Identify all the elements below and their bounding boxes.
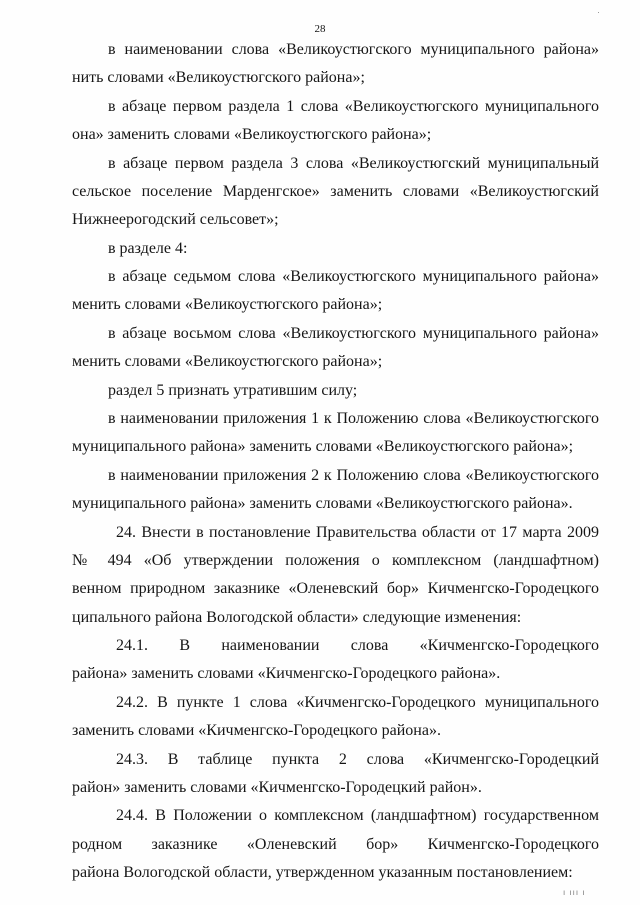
text-line: 24.3. В таблице пункта 2 слова «Кичменгско-Городецкий: [116, 751, 599, 768]
text-line: в абзаце восьмом слова «Великоустюгского муниципального района»: [108, 325, 599, 342]
text-line: раздел 5 признать утратившим силу;: [108, 382, 358, 399]
text-line: в абзаце седьмом слова «Великоустюгского муниципального района»: [108, 268, 599, 285]
text-line: муниципального района» заменить словами «Великоустюгского района»;: [72, 438, 574, 455]
text-line: в абзаце первом раздела 3 слова «Великоустюгский муниципальный: [108, 155, 599, 172]
text-line: сельское поселение Марденгское» заменить словами «Великоустюгский: [72, 183, 599, 200]
text-line: ципального района Вологодской области» следующие изменения:: [72, 609, 522, 626]
text-line: венном природном заказнике «Оленевский бор» Кичменгско-Городецкого: [72, 580, 599, 597]
text-line: она» заменить словами «Великоустюгского района»;: [72, 126, 432, 143]
text-line: менить словами «Великоустюгского района»;: [72, 296, 383, 313]
text-line: № 494 «Об утверждении положения о комплексном (ландшафтном): [72, 552, 599, 569]
text-line: 24. Внести в постановление Правительства области от 17 марта 2009: [116, 524, 599, 541]
text-line: 24.2. В пункте 1 слова «Кичменгско-Городецкого муниципального: [116, 694, 599, 711]
text-line: муниципального района» заменить словами «Великоустюгского района».: [72, 495, 573, 512]
text-line: района Вологодской области, утвержденном указанным постановлением:: [72, 864, 573, 881]
text-line: родном заказнике «Оленевский бор» Кичменгско-Городецкого: [72, 836, 599, 853]
text-line: района» заменить словами «Кичменгско-Городецкого района».: [72, 665, 501, 682]
text-line: в наименовании приложения 1 к Положению слова «Великоустюгского: [108, 410, 599, 427]
text-line: заменить словами «Кичменгско-Городецкого района».: [72, 722, 441, 739]
scan-speck: [598, 12, 599, 13]
text-line: менить словами «Великоустюгского района»;: [72, 353, 383, 370]
text-line: нить словами «Великоустюгского района»;: [72, 69, 365, 86]
scan-margin-mark: ı ııı ı: [563, 888, 586, 897]
page-number: 28: [314, 23, 326, 35]
text-line: Нижнеерогодский сельсовет»;: [72, 211, 279, 228]
text-line: 24.4. В Положении о комплексном (ландшафтном) государственном: [116, 807, 599, 824]
text-line: в наименовании слова «Великоустюгского муниципального района»: [108, 41, 599, 58]
text-line: в разделе 4:: [108, 240, 188, 257]
text-line: в абзаце первом раздела 1 слова «Великоустюгского муниципального: [108, 98, 599, 115]
text-line: в наименовании приложения 2 к Положению слова «Великоустюгского: [108, 467, 599, 484]
text-line: район» заменить словами «Кичменгско-Городецкий район».: [72, 779, 482, 796]
text-line: 24.1. В наименовании слова «Кичменгско-Городецкого: [116, 637, 599, 654]
